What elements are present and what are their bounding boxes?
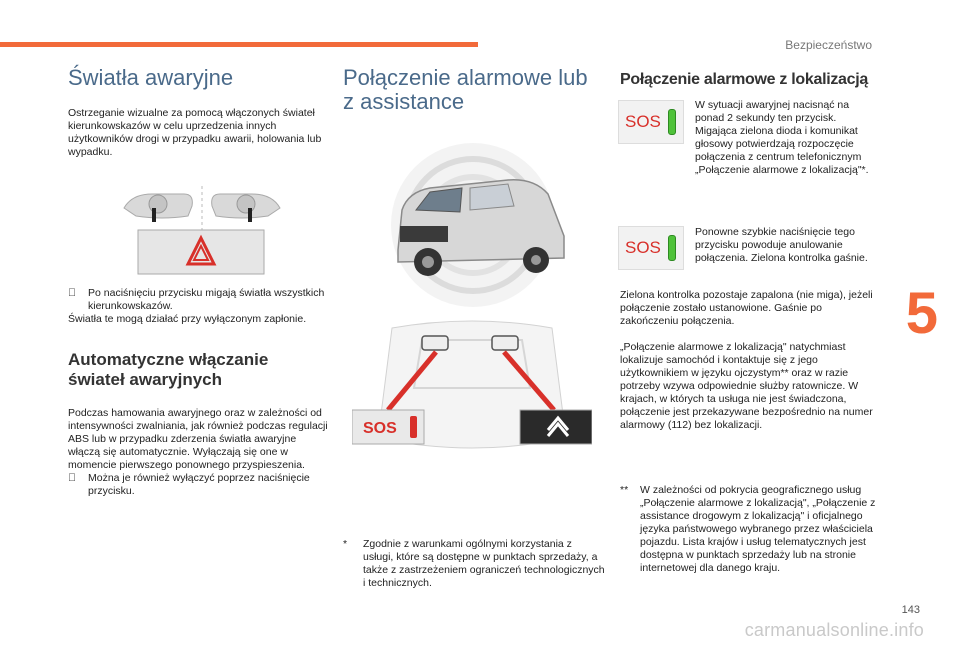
- column-emergency-location: [620, 60, 882, 90]
- footnote-marker: **: [620, 484, 629, 496]
- emergency-location-title: Połączenie alarmowe z lokalizacją: [620, 71, 868, 88]
- hazard-ignition-note: Światła te mogą działać przy wyłączonym zapłonie.: [68, 313, 307, 325]
- top-accent-bar: [0, 42, 478, 47]
- column-emergency-call: [343, 60, 605, 114]
- sos-location-text: „Połączenie alarmowe z lokalizacją" natychmiast lokalizuje samochód i kontaktuje się z jego użytkownikiem w języku ojczystym** oraz w razie potrzeby wzywa odpowiednie służby ratownicze. W krajach, w których ta usługa nie jest świadczona, połączenie jest przekazywane bezpośrednio na numer alarmowy (112) bez lokalizacji.: [620, 341, 873, 431]
- hazard-dashboard-illustration: [122, 186, 282, 276]
- sos-led-status-text: Zielona kontrolka pozostaje zapalona (nie miga), jeżeli połączenie zostało ustanowione. Gaśnie po zakończeniu połączenia.: [620, 289, 873, 327]
- emergency-title: Połączenie alarmowe lub z assistance: [343, 65, 588, 114]
- van-signal-illustration: [358, 140, 588, 310]
- auto-hazard-text: Podczas hamowania awaryjnego oraz w zależności od intensywności zwalniania, jak również podczas regulacji ABS lub w przypadku zderzenia światła awaryjne włączą się automatycznie. Wyłączają się one w momencie pierwszego ponownego przyspieszenia.: [68, 407, 328, 471]
- sos-led-icon: [668, 235, 676, 261]
- ceiling-console-illustration: [352, 318, 592, 478]
- section-header: Bezpieczeństwo: [785, 38, 872, 52]
- sos-button-illustration-1: SOS: [618, 100, 684, 144]
- sos-led-icon: [668, 109, 676, 135]
- auto-hazard-title: Automatyczne włączanie świateł awaryjnych: [68, 350, 269, 389]
- sos-button-illustration-2: SOS: [618, 226, 684, 270]
- emergency-footnote: * Zgodnie z warunkami ogólnymi korzystania z usługi, które są dostępne w punktach sprzedaży, a także z zastrzeżeniem ograniczeń technologicznych i technicznych.: [343, 538, 605, 589]
- footnote-marker: *: [343, 538, 348, 550]
- bullet-marker: [68, 287, 76, 300]
- watermark: carmanualsonline.info: [744, 620, 924, 640]
- hazard-title: Światła awaryjne: [68, 65, 234, 90]
- sos-cancel-text: Ponowne szybkie naciśnięcie tego przycisku powoduje anulowanie połączenia. Zielona kontrolka gaśnie.: [695, 226, 868, 264]
- column-hazard-lights: [68, 60, 330, 498]
- bullet-marker: [68, 472, 76, 485]
- hazard-bullet: Po naciśnięciu przycisku migają światła wszystkich kierunkowskazów.: [68, 287, 330, 313]
- chapter-number: 5: [905, 281, 938, 346]
- location-footnote: ** W zależności od pokrycia geograficznego usług „Połączenie alarmowe z lokalizacją", „Połączenie z assistance drogowym z lokalizacją" i oficjalnego języka państwowego wybranego przez właściciela pojazdu. Lista krajów i usług telematycznych jest dostępna w punktach sprzedaży lub na stronie internetowej dla danego kraju.: [620, 484, 876, 574]
- console-sos-label: SOS: [363, 420, 397, 437]
- auto-hazard-bullet: Można je również wyłączyć poprzez naciśnięcie przycisku.: [68, 472, 330, 498]
- page-number: 143: [901, 604, 920, 616]
- sos-instructions: W sytuacji awaryjnej nacisnąć na ponad 2 sekundy ten przycisk. Migająca zielona dioda i komunikat głosowy potwierdzają rozpoczęcie połączenia z centrum telefonicznym „Połączenie alarmowe z lokalizacją"*.: [695, 99, 869, 176]
- hazard-intro: Ostrzeganie wizualne za pomocą włączonych świateł kierunkowskazów w celu uprzedzenia innych użytkowników drogi w przypadku awarii, holowania lub wypadku.: [68, 107, 322, 158]
